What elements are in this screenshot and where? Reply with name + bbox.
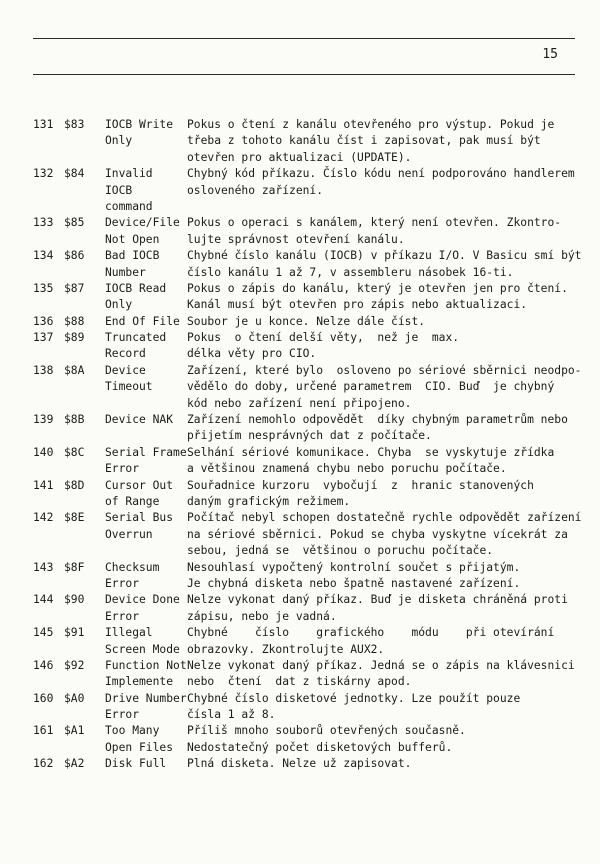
error-name: Device Done (105, 593, 180, 607)
error-code: 135 (33, 281, 54, 295)
error-description: délka věty pro CIO. (187, 347, 317, 361)
error-entry (0, 560, 600, 593)
error-name: End Of File (105, 314, 180, 328)
error-name: Error (105, 462, 140, 476)
error-description: Soubor je u konce. Nelze dále číst. (187, 314, 426, 328)
entry-line (0, 396, 600, 412)
error-description: Nelze vykonat daný příkaz. Jedná se o zápis na klávesnici (187, 658, 575, 672)
error-name: IOCB Read (105, 281, 167, 295)
error-code: 146 (33, 658, 54, 672)
entry-line (0, 363, 600, 379)
error-hex: $8F (64, 560, 85, 574)
entry-line (0, 215, 600, 231)
header-rule (33, 74, 575, 75)
error-name: Overrun (105, 527, 153, 541)
error-name: Serial Frame (105, 445, 187, 459)
entry-line (0, 248, 600, 264)
error-hex: $A2 (64, 757, 85, 771)
error-hex: $90 (64, 593, 85, 607)
error-code: 141 (33, 478, 54, 492)
error-entry (0, 248, 600, 281)
error-name: Open Files (105, 740, 174, 754)
entry-line (0, 609, 600, 625)
error-description: Zařízení nemohlo odpovědět díky chybným parametrům nebo (187, 413, 568, 427)
error-name: Only (105, 298, 133, 312)
entry-line (0, 642, 600, 658)
error-description: Pokus o čtení delší věty, než je max. (187, 331, 460, 345)
entry-line (0, 576, 600, 592)
entry-line (0, 658, 600, 674)
error-code: 145 (33, 626, 54, 640)
entry-line (0, 133, 600, 149)
error-hex: $91 (64, 626, 85, 640)
error-hex: $92 (64, 658, 85, 672)
error-name: Cursor Out (105, 478, 174, 492)
error-description: Pokus o operaci s kanálem, který není otevřen. Zkontro- (187, 216, 562, 230)
error-description: Je chybná disketa nebo špatně nastavené zařízení. (187, 576, 521, 590)
error-code: 136 (33, 314, 54, 328)
entry-line (0, 117, 600, 133)
error-description: kód nebo zařízení není připojeno. (187, 396, 412, 410)
entry-line (0, 560, 600, 576)
error-hex: $8B (64, 413, 85, 427)
error-name: Function Not (105, 658, 187, 672)
entry-line (0, 707, 600, 723)
error-hex: $87 (64, 281, 85, 295)
entry-line (0, 166, 600, 182)
error-description: číslo kanálu 1 až 7, v assembleru násobek 16-ti. (187, 265, 514, 279)
error-code: 161 (33, 724, 54, 738)
error-description: Souřadnice kurzoru vybočují z hranic stanovených (187, 478, 534, 492)
error-entry (0, 412, 600, 445)
error-hex: $84 (64, 167, 85, 181)
error-name: Disk Full (105, 757, 167, 771)
entry-line (0, 461, 600, 477)
entry-line (0, 625, 600, 641)
error-name: Only (105, 134, 133, 148)
entry-line (0, 478, 600, 494)
error-description: Selhání sériové komunikace. Chyba se vyskytuje zřídka (187, 445, 555, 459)
entry-line (0, 527, 600, 543)
entry-line (0, 265, 600, 281)
error-code: 138 (33, 363, 54, 377)
error-name: Truncated (105, 331, 167, 345)
error-code: 162 (33, 757, 54, 771)
entry-line (0, 412, 600, 428)
entry-line (0, 232, 600, 248)
error-description: čísla 1 až 8. (187, 708, 276, 722)
error-description: Chybné číslo kanálu (IOCB) v příkazu I/O. V Basicu smí být (187, 249, 582, 263)
error-hex: $A1 (64, 724, 85, 738)
error-description: Nedostatečný počet disketových bufferů. (187, 740, 453, 754)
error-name: Device/File (105, 216, 180, 230)
error-hex: $89 (64, 331, 85, 345)
error-entry (0, 281, 600, 314)
entry-line (0, 691, 600, 707)
error-description: třeba z tohoto kanálu číst i zapisovat, pak musí být (187, 134, 541, 148)
error-description: lujte správnost otevření kanálu. (187, 232, 405, 246)
entry-line (0, 346, 600, 362)
error-description: otevřen pro aktualizaci (UPDATE). (187, 150, 412, 164)
error-name: Too Many (105, 724, 160, 738)
error-description: sebou, jedná se většinou o poruchu počítače. (187, 544, 494, 558)
error-entry (0, 625, 600, 658)
error-description: Zařízení, které bylo osloveno po sériové sběrnici neodpo- (187, 363, 582, 377)
entry-line (0, 510, 600, 526)
error-name: IOCB (105, 183, 133, 197)
error-hex: $83 (64, 118, 85, 131)
error-entry (0, 691, 600, 724)
entry-line (0, 281, 600, 297)
error-entry (0, 314, 600, 330)
entry-line (0, 150, 600, 166)
error-entry (0, 166, 600, 215)
error-name: Serial Bus (105, 511, 174, 525)
error-code: 144 (33, 593, 54, 607)
entry-line (0, 756, 600, 772)
error-name: Screen Mode (105, 642, 180, 656)
error-entry (0, 330, 600, 363)
error-hex: $88 (64, 314, 85, 328)
error-code: 133 (33, 216, 54, 230)
error-description: zápisu, nebo je vadná. (187, 609, 337, 623)
error-code: 140 (33, 445, 54, 459)
entry-line (0, 494, 600, 510)
error-description: Chybné číslo grafického módu při otevírání (187, 626, 555, 640)
entry-line (0, 183, 600, 199)
error-hex: $8A (64, 363, 85, 377)
error-description: přijetím nesprávných dat z počítače. (187, 429, 432, 443)
error-name: Illegal (105, 626, 153, 640)
error-name: Device NAK (105, 413, 174, 427)
entry-line (0, 199, 600, 215)
error-name: IOCB Write (105, 118, 174, 131)
error-description: Plná disketa. Nelze už zapisovat. (187, 757, 412, 771)
error-entry (0, 510, 600, 559)
error-hex: $8C (64, 445, 85, 459)
entry-line (0, 543, 600, 559)
error-entry (0, 117, 600, 166)
error-description: Pokus o zápis do kanálu, který je otevřen jen pro čtení. (187, 281, 568, 295)
top-rule (33, 38, 575, 39)
error-name: Device (105, 363, 146, 377)
error-name: Checksum (105, 560, 160, 574)
error-hex: $85 (64, 216, 85, 230)
error-name: of Range (105, 494, 160, 508)
error-description: a většinou znamená chybu nebo poruchu počítače. (187, 462, 507, 476)
error-entry (0, 723, 600, 756)
entry-line (0, 379, 600, 395)
entry-line (0, 723, 600, 739)
error-entry (0, 658, 600, 691)
error-code-table (0, 117, 600, 773)
error-entry (0, 756, 600, 772)
error-description: Nesouhlasí vypočtený kontrolní součet s přijatým. (187, 560, 521, 574)
entry-line (0, 740, 600, 756)
error-description: Příliš mnoho souborů otevřených současně. (187, 724, 466, 738)
error-description: osloveného zařízení. (187, 183, 324, 197)
error-description: Kanál musí být otevřen pro zápis nebo aktualizaci. (187, 298, 528, 312)
error-code: 142 (33, 511, 54, 525)
error-name: Bad IOCB (105, 249, 160, 263)
error-name: command (105, 199, 153, 213)
error-name: Timeout (105, 380, 153, 394)
error-hex: $86 (64, 249, 85, 263)
error-description: Pokus o čtení z kanálu otevřeného pro výstup. Pokud je (187, 118, 555, 131)
error-code: 137 (33, 331, 54, 345)
error-code: 139 (33, 413, 54, 427)
error-entry (0, 445, 600, 478)
error-name: Number (105, 265, 146, 279)
entry-line (0, 297, 600, 313)
error-entry (0, 592, 600, 625)
entry-line (0, 592, 600, 608)
error-description: Chybný kód příkazu. Číslo kódu není podporováno handlerem (187, 167, 575, 181)
error-code: 132 (33, 167, 54, 181)
error-name: Invalid (105, 167, 153, 181)
page-number: 15 (542, 47, 558, 62)
entry-line (0, 330, 600, 346)
entry-line (0, 445, 600, 461)
error-description: nebo čtení dat z tiskárny apod. (187, 675, 412, 689)
error-description: daným grafickým režimem. (187, 494, 351, 508)
error-name: Error (105, 708, 140, 722)
entry-line (0, 314, 600, 330)
error-name: Error (105, 576, 140, 590)
error-name: Implemente (105, 675, 174, 689)
error-hex: $8D (64, 478, 85, 492)
error-hex: $8E (64, 511, 85, 525)
error-name: Record (105, 347, 146, 361)
error-description: Nelze vykonat daný příkaz. Buď je disketa chráněná proti (187, 593, 568, 607)
error-code: 131 (33, 118, 54, 131)
error-name: Not Open (105, 232, 160, 246)
error-code: 134 (33, 249, 54, 263)
error-name: Drive Number (105, 691, 187, 705)
error-code: 160 (33, 691, 54, 705)
entry-line (0, 428, 600, 444)
error-entry (0, 363, 600, 412)
error-name: Error (105, 609, 140, 623)
error-entry (0, 478, 600, 511)
error-description: Chybné číslo disketové jednotky. Lze použít pouze (187, 691, 521, 705)
error-description: na sériové sběrnici. Pokud se chyba vyskytne vícekrát za (187, 527, 568, 541)
error-hex: $A0 (64, 691, 85, 705)
error-entry (0, 215, 600, 248)
error-code: 143 (33, 560, 54, 574)
error-description: vědělo do doby, určené parametrem CIO. Buď je chybný (187, 380, 555, 394)
error-description: Počítač nebyl schopen dostatečně rychle odpovědět zařízení (187, 511, 582, 525)
entry-line (0, 674, 600, 690)
error-description: obrazovky. Zkontrolujte AUX2. (187, 642, 385, 656)
